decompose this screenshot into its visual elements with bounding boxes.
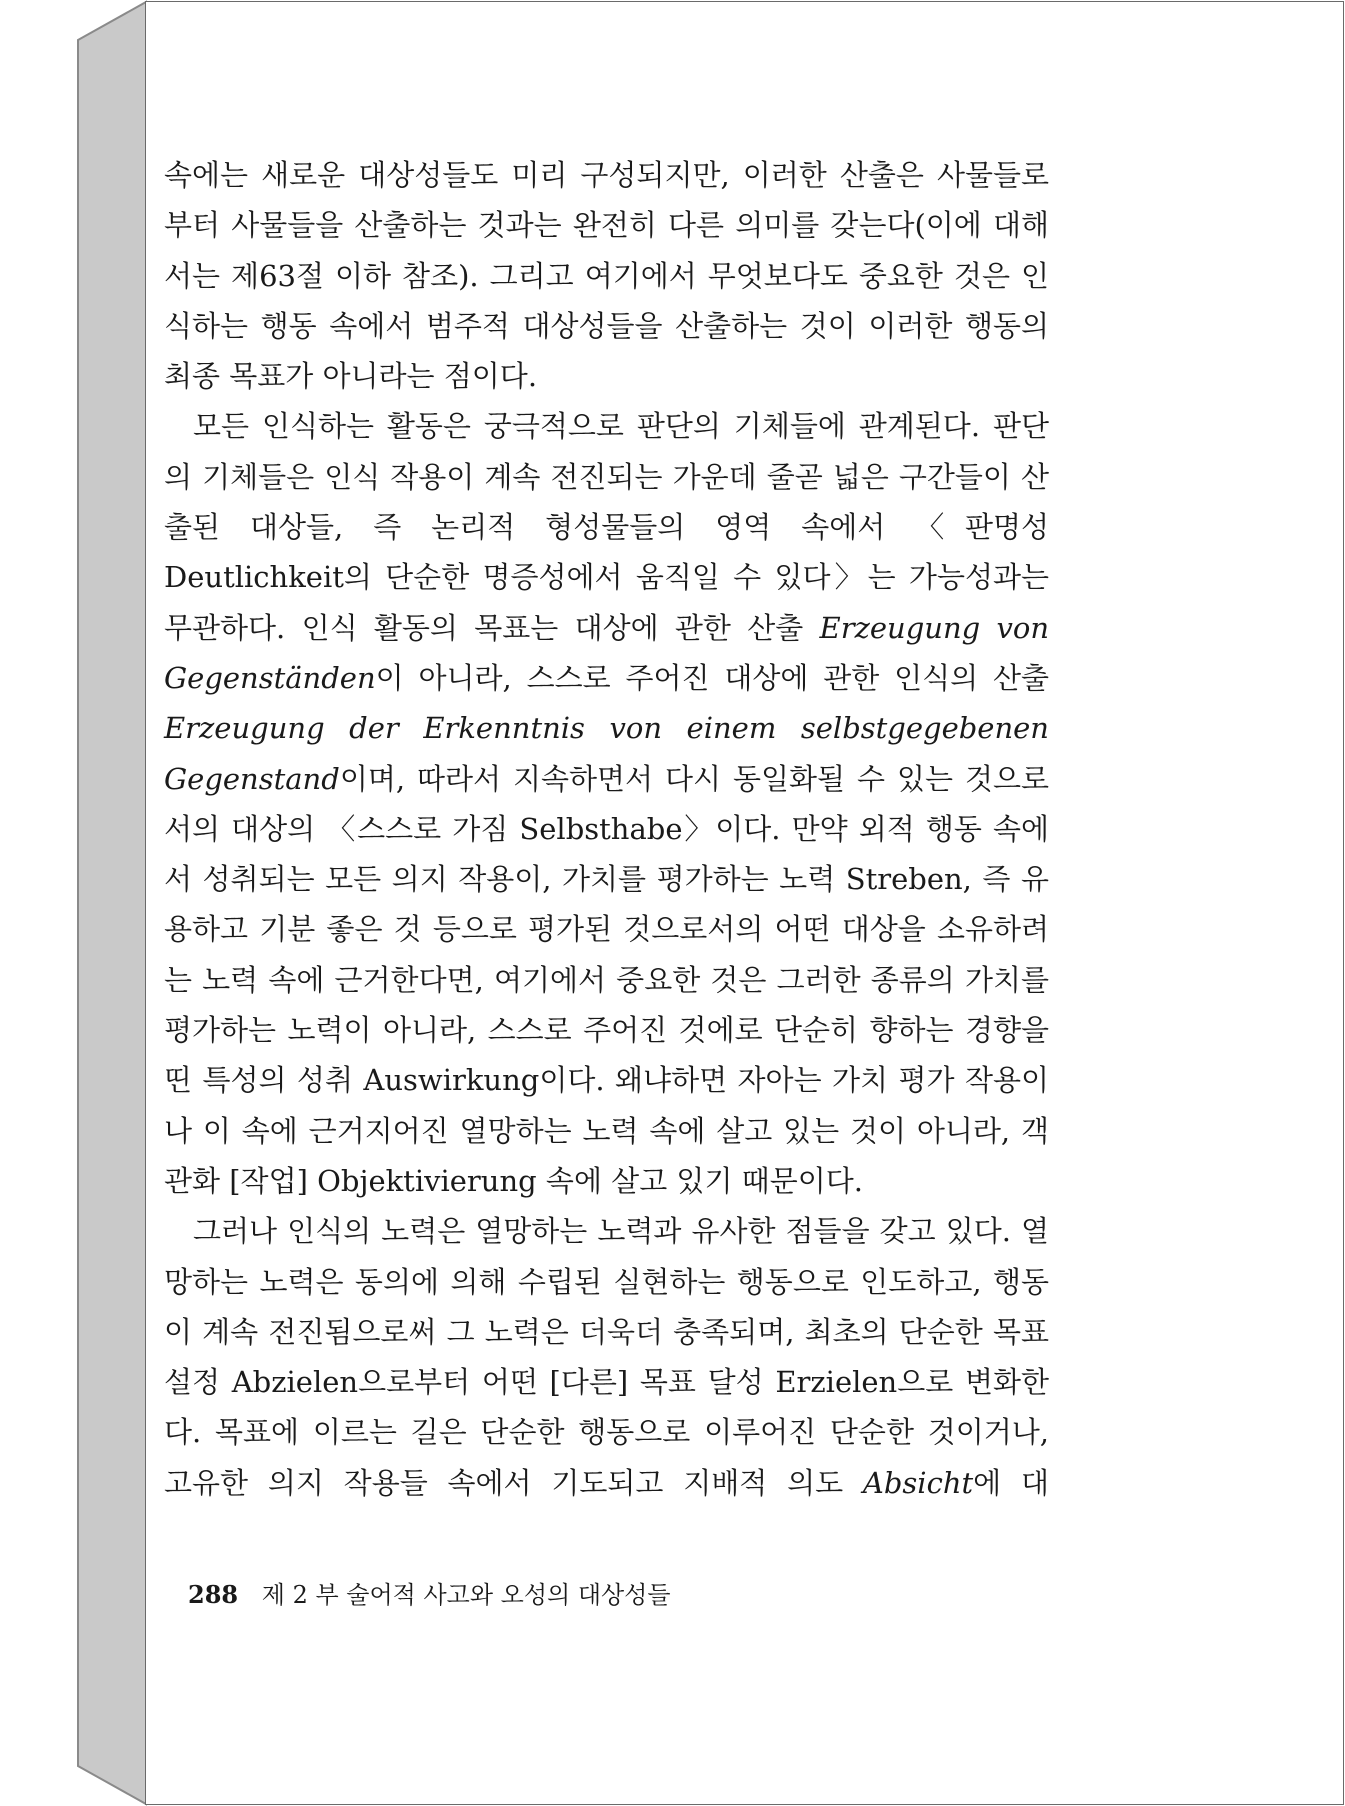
paragraph-2-text-a: 모든 인식하는 활동은 궁극적으로 판단의 기체들에 관계된다. 판단의 기체들은 인식 작용이 계속 전진되는 가운데 줄곧 넓은 구간들이 산출된 대상들, 즉 논리적 형성물들의 영역 속에서 〈판명성 Deutlichkeit의 단순한 명증성에서 움직일 수 있다〉는 가능성과는 무관하다. 인식 활동의 목표는 대상에 관한 산출: [164, 409, 1049, 645]
paragraph-1-text: 속에는 새로운 대상성들도 미리 구성되지만, 이러한 산출은 사물들로부터 사물들을 산출하는 것과는 완전히 다른 의미를 갖는다(이에 대해서는 제63절 이하 참조). 그리고 여기에서 무엇보다도 중요한 것은 인식하는 행동 속에서 범주적 대상성들을 산출하는 것이 이러한 행동의 최종 목표가 아니라는 점이다.: [164, 158, 1049, 394]
page-footer: [188, 1575, 671, 1610]
paragraph-2-italic-a: Erzeugung von Gegenständen: [164, 610, 1049, 695]
paragraph-2-text-b: 이 아니라, 스스로 주어진 대상에 관한 인식의 산출: [375, 660, 1049, 695]
paragraph-1: [164, 150, 1049, 401]
paragraph-2: [164, 401, 1049, 1206]
paragraph-3-text-b: 에 대: [973, 1465, 1050, 1500]
paragraph-3-italic-a: Absicht: [862, 1465, 974, 1500]
running-title: 제 2 부 술어적 사고와 오성의 대상성들: [261, 1581, 671, 1609]
paragraph-3: [164, 1206, 1049, 1508]
page-number: 288: [188, 1580, 239, 1609]
paragraph-3-text-a: 그러나 인식의 노력은 열망하는 노력과 유사한 점들을 갖고 있다. 열망하는 노력은 동의에 의해 수립된 실현하는 행동으로 인도하고, 행동이 계속 전진됨으로써 그 노력은 더욱더 충족되며, 최초의 단순한 목표 설정 Abzielen으로부터 어떤 [다른] 목표 달성 Erzielen으로 변화한다. 목표에 이르는 길은 단순한 행동으로 이루어진 단순한 것이거나, 고유한 의지 작용들 속에서 기도되고 지배적 의도: [164, 1214, 1049, 1500]
paragraph-2-italic-b: Erzeugung der Erkenntnis von einem selbstgegebenen Gegenstand: [164, 711, 1049, 796]
paragraph-2-text-c: 이며, 따라서 지속하면서 다시 동일화될 수 있는 것으로서의 대상의 〈스스로 가짐 Selbsthabe〉이다. 만약 외적 행동 속에서 성취되는 모든 의지 작용이, 가치를 평가하는 노력 Streben, 즉 유용하고 기분 좋은 것 등으로 평가된 것으로서의 어떤 대상을 소유하려는 노력 속에 근거한다면, 여기에서 중요한 것은 그러한 종류의 가치를 평가하는 노력이 아니라, 스스로 주어진 것에로 단순히 향하는 경향을 띤 특성의 성취 Auswirkung이다. 왜냐하면 자아는 가치 평가 작용이나 이 속에 근거지어진 열망하는 노력 속에 살고 있는 것이 아니라, 객관화 [작업] Objektivierung 속에 살고 있기 때문이다.: [164, 761, 1049, 1198]
body-text: [164, 150, 1049, 1508]
